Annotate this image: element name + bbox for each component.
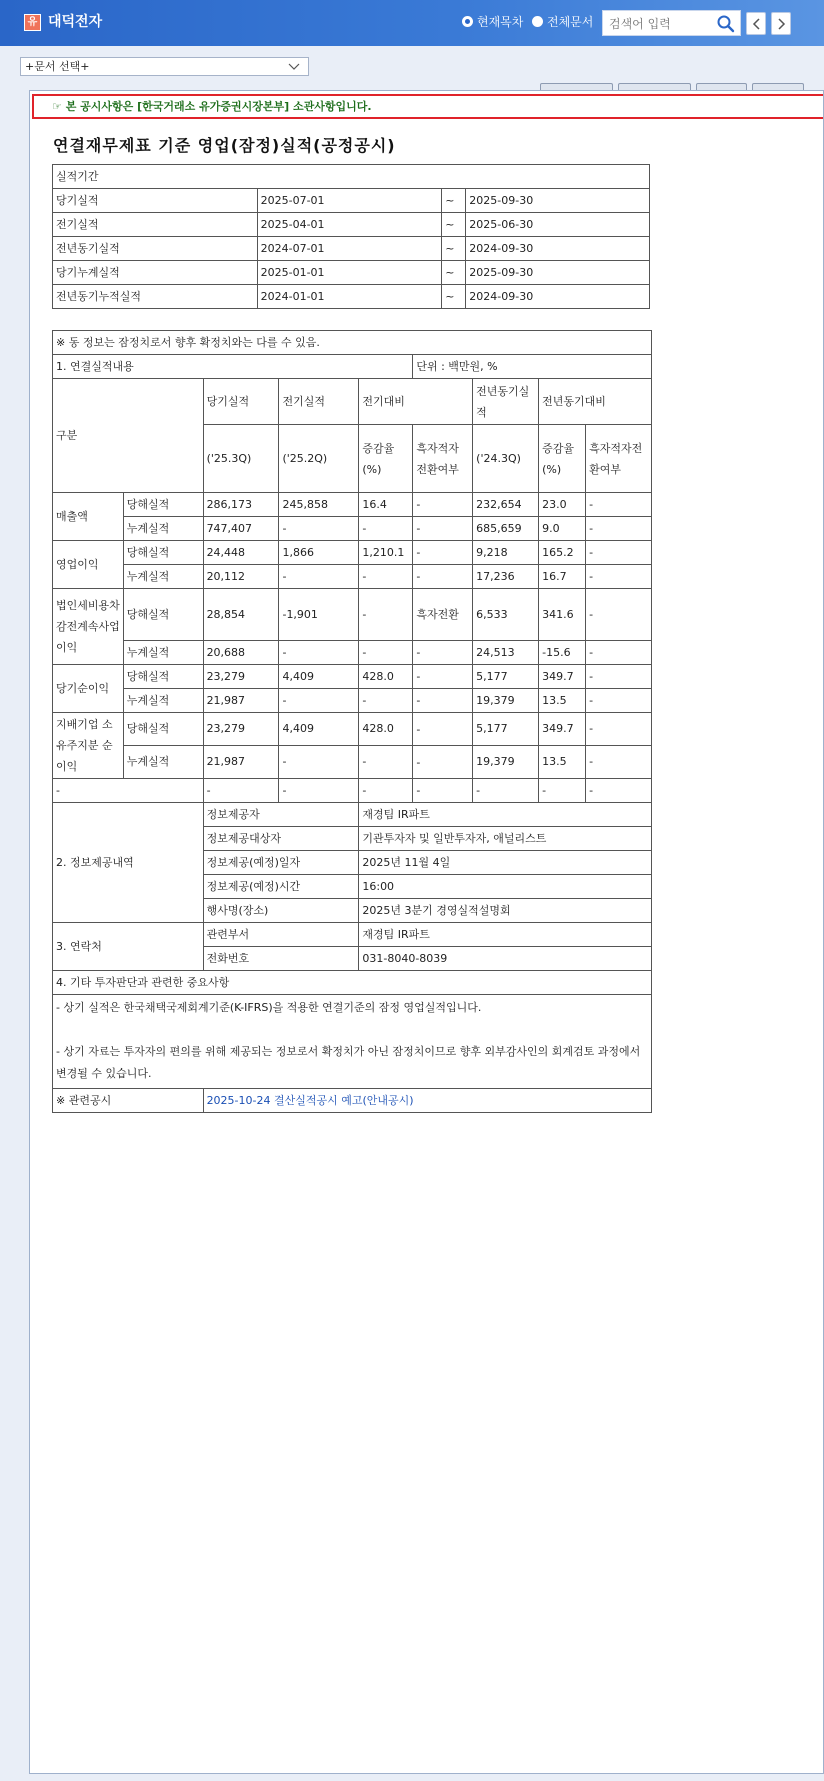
- period-end: 2025-09-30: [466, 261, 650, 285]
- table-row: [53, 565, 652, 589]
- table-row: [53, 493, 652, 517]
- cell-turn2: -: [586, 689, 652, 713]
- group-name: 영업이익: [53, 541, 124, 589]
- cell-rate: 16.4: [359, 493, 413, 517]
- sub-yoy: ('24.3Q): [473, 425, 539, 493]
- cell-rate: 428.0: [359, 665, 413, 689]
- info-value: 16:00: [359, 875, 652, 899]
- cell-turn: -: [413, 565, 473, 589]
- cell-prev: -: [279, 565, 359, 589]
- cell-turn: -: [413, 493, 473, 517]
- table-row: [53, 213, 650, 237]
- cell-type: 누계실적: [123, 641, 203, 665]
- cell-yoy: 5,177: [473, 665, 539, 689]
- contact-value: 031-8040-8039: [359, 947, 652, 971]
- sub-rate: 증감율(%): [359, 425, 413, 493]
- cell-cur: 24,448: [203, 541, 279, 565]
- table-row: [53, 713, 652, 746]
- cell-yoy: 232,654: [473, 493, 539, 517]
- period-end: 2024-09-30: [466, 237, 650, 261]
- dash-cell: -: [53, 779, 204, 803]
- table-row: [53, 971, 652, 995]
- cell-turn2: -: [586, 493, 652, 517]
- table-row: [53, 285, 650, 309]
- cell-type: 누계실적: [123, 746, 203, 779]
- cell-rate2: -15.6: [539, 641, 586, 665]
- dash-cell: -: [539, 779, 586, 803]
- sub-current: ('25.3Q): [203, 425, 279, 493]
- cell-cur: 747,407: [203, 517, 279, 541]
- section-title: 4. 기타 투자판단과 관련한 중요사항: [53, 971, 652, 995]
- table-row: [53, 995, 652, 1089]
- remark-1: - 상기 실적은 한국채택국제회계기준(K-IFRS)을 적용한 연결기준의 잠정 영업실적입니다.: [56, 1001, 482, 1014]
- contact-value: 재경팀 IR파트: [359, 923, 652, 947]
- cell-rate: 428.0: [359, 713, 413, 746]
- cell-cur: 21,987: [203, 689, 279, 713]
- info-label: 정보제공자: [203, 803, 359, 827]
- cell-rate2: 349.7: [539, 713, 586, 746]
- period-end: 2025-06-30: [466, 213, 650, 237]
- period-start: 2025-04-01: [257, 213, 442, 237]
- table-row: [53, 165, 650, 189]
- radio-all-docs[interactable]: [532, 13, 593, 30]
- period-header: 실적기간: [53, 165, 650, 189]
- dash-cell: -: [413, 779, 473, 803]
- period-start: 2024-07-01: [257, 237, 442, 261]
- cell-type: 당해실적: [123, 589, 203, 641]
- cell-prev: 4,409: [279, 713, 359, 746]
- period-sep: ~: [442, 213, 466, 237]
- cell-yoy: 685,659: [473, 517, 539, 541]
- col-yoy-compare: 전년동기대비: [539, 379, 652, 425]
- contact-label: 관련부서: [203, 923, 359, 947]
- cell-turn: -: [413, 665, 473, 689]
- period-label: 당기누계실적: [53, 261, 258, 285]
- cell-cur: 20,112: [203, 565, 279, 589]
- section-title: 3. 연락처: [53, 923, 204, 971]
- cell-rate: -: [359, 517, 413, 541]
- radio-current-toc[interactable]: [462, 13, 523, 30]
- cell-cur: 21,987: [203, 746, 279, 779]
- document-select[interactable]: [20, 57, 309, 76]
- cell-yoy: 5,177: [473, 713, 539, 746]
- unit-label: 단위 : 백만원, %: [413, 355, 652, 379]
- period-end: 2025-09-30: [466, 189, 650, 213]
- top-bar: [0, 0, 824, 46]
- cell-rate: -: [359, 589, 413, 641]
- dash-cell: -: [586, 779, 652, 803]
- cell-prev: -: [279, 746, 359, 779]
- period-start: 2024-01-01: [257, 285, 442, 309]
- notice-banner: ☞ 본 공시사항은 [한국거래소 유가증권시장본부] 소관사항입니다.: [32, 94, 824, 119]
- period-start: 2025-07-01: [257, 189, 442, 213]
- info-label: 정보제공(예정)일자: [203, 851, 359, 875]
- group-name: 매출액: [53, 493, 124, 541]
- cell-yoy: 17,236: [473, 565, 539, 589]
- cell-yoy: 19,379: [473, 689, 539, 713]
- col-gubun: 구분: [53, 379, 204, 493]
- cell-turn: -: [413, 746, 473, 779]
- dash-cell: -: [279, 779, 359, 803]
- cell-turn: -: [413, 641, 473, 665]
- period-sep: ~: [442, 285, 466, 309]
- cell-type: 당해실적: [123, 713, 203, 746]
- col-prev: 전기실적: [279, 379, 359, 425]
- cell-cur: 20,688: [203, 641, 279, 665]
- radio-all-label[interactable]: 전체문서: [547, 15, 594, 29]
- group-name: 지배기업 소유주지분 순이익: [53, 713, 124, 779]
- cell-cur: 286,173: [203, 493, 279, 517]
- cell-cur: 23,279: [203, 665, 279, 689]
- cell-rate2: 23.0: [539, 493, 586, 517]
- info-value: 2025년 11월 4일: [359, 851, 652, 875]
- cell-yoy: 19,379: [473, 746, 539, 779]
- period-label: 전년동기누적실적: [53, 285, 258, 309]
- cell-rate2: 13.5: [539, 746, 586, 779]
- table-row: [53, 331, 652, 355]
- sub-turn: 흑자적자전환여부: [413, 425, 473, 493]
- cell-rate: -: [359, 565, 413, 589]
- note-text: ※ 동 정보는 잠정치로서 향후 확정치와는 다를 수 있음.: [53, 331, 652, 355]
- sub-turn2: 흑자적자전환여부: [586, 425, 652, 493]
- table-row: [53, 641, 652, 665]
- col-prev-compare: 전기대비: [359, 379, 473, 425]
- cell-rate2: 165.2: [539, 541, 586, 565]
- cell-turn: -: [413, 689, 473, 713]
- cell-turn: -: [413, 713, 473, 746]
- company-name[interactable]: 대덕전자: [48, 14, 103, 30]
- period-label: 당기실적: [53, 189, 258, 213]
- cell-type: 당해실적: [123, 493, 203, 517]
- cell-turn: -: [413, 541, 473, 565]
- table-row: [53, 237, 650, 261]
- cell-cur: 23,279: [203, 713, 279, 746]
- table-row: [53, 379, 652, 425]
- group-name: 당기순이익: [53, 665, 124, 713]
- cell-rate2: 349.7: [539, 665, 586, 689]
- remark-spacer: [56, 1019, 648, 1041]
- remarks: [53, 995, 652, 1089]
- cell-prev: 245,858: [279, 493, 359, 517]
- period-end: 2024-09-30: [466, 285, 650, 309]
- info-label: 정보제공대상자: [203, 827, 359, 851]
- cell-turn2: -: [586, 541, 652, 565]
- cell-prev: -: [279, 689, 359, 713]
- dash-cell: -: [359, 779, 413, 803]
- company-logo-icon: 유: [24, 14, 41, 31]
- section-title: 2. 정보제공내역: [53, 803, 204, 923]
- info-value: 재경팀 IR파트: [359, 803, 652, 827]
- cell-yoy: 24,513: [473, 641, 539, 665]
- cell-rate2: 13.5: [539, 689, 586, 713]
- cell-type: 당해실적: [123, 665, 203, 689]
- cell-turn2: -: [586, 713, 652, 746]
- sub-prev: ('25.2Q): [279, 425, 359, 493]
- remark-2: - 상기 자료는 투자자의 편의를 위해 제공되는 정보로서 확정치가 아닌 잠정치이므로 향후 외부감사인의 회계검토 과정에서 변경될 수 있습니다.: [56, 1045, 641, 1080]
- cell-yoy: 6,533: [473, 589, 539, 641]
- table-row: [53, 689, 652, 713]
- cell-turn: -: [413, 517, 473, 541]
- dash-cell: -: [473, 779, 539, 803]
- radio-unselected-icon[interactable]: [532, 16, 543, 27]
- info-label: 행사명(장소): [203, 899, 359, 923]
- period-sep: ~: [442, 189, 466, 213]
- cell-type: 당해실적: [123, 541, 203, 565]
- cell-turn2: -: [586, 589, 652, 641]
- col-current: 당기실적: [203, 379, 279, 425]
- cell-prev: 4,409: [279, 665, 359, 689]
- group-name: 법인세비용차감전계속사업이익: [53, 589, 124, 665]
- section-title: 1. 연결실적내용: [53, 355, 413, 379]
- next-button[interactable]: [771, 12, 791, 35]
- table-row: [53, 541, 652, 565]
- cell-type: 누계실적: [123, 517, 203, 541]
- contact-label: 전화번호: [203, 947, 359, 971]
- cell-turn2: -: [586, 746, 652, 779]
- cell-turn: 흑자전환: [413, 589, 473, 641]
- period-sep: ~: [442, 261, 466, 285]
- sub-rate2: 증감율(%): [539, 425, 586, 493]
- table-row: [53, 355, 652, 379]
- table-row: [53, 1089, 652, 1113]
- cell-rate: 1,210.1: [359, 541, 413, 565]
- document-content: [29, 90, 824, 1774]
- period-label: 전년동기실적: [53, 237, 258, 261]
- cell-rate: -: [359, 641, 413, 665]
- cell-prev: -: [279, 641, 359, 665]
- table-row: [53, 665, 652, 689]
- cell-prev: -: [279, 517, 359, 541]
- cell-rate2: 9.0: [539, 517, 586, 541]
- cell-rate: -: [359, 746, 413, 779]
- cell-cur: 28,854: [203, 589, 279, 641]
- related-label: ※ 관련공시: [53, 1089, 204, 1113]
- cell-type: 누계실적: [123, 565, 203, 589]
- table-row: [53, 803, 652, 827]
- cell-turn2: -: [586, 641, 652, 665]
- cell-prev: -1,901: [279, 589, 359, 641]
- cell-type: 누계실적: [123, 689, 203, 713]
- period-start: 2025-01-01: [257, 261, 442, 285]
- search-box[interactable]: [602, 10, 741, 36]
- related-disclosure-link[interactable]: 2025-10-24 결산실적공시 예고(안내공시): [203, 1089, 651, 1113]
- page-title: 연결재무제표 기준 영업(잠정)실적(공정공시): [53, 136, 396, 155]
- period-sep: ~: [442, 237, 466, 261]
- search-input[interactable]: [609, 15, 709, 32]
- cell-turn2: -: [586, 517, 652, 541]
- cell-rate2: 16.7: [539, 565, 586, 589]
- col-yoy: 전년동기실적: [473, 379, 539, 425]
- results-table: [52, 330, 652, 1113]
- dash-cell: -: [203, 779, 279, 803]
- cell-turn2: -: [586, 665, 652, 689]
- document-select-value: +문서 선택+: [25, 60, 90, 73]
- info-value: 기관투자자 및 일반투자자, 애널리스트: [359, 827, 652, 851]
- table-row: [53, 779, 652, 803]
- radio-selected-icon[interactable]: [462, 16, 473, 27]
- results-body: [53, 493, 652, 779]
- period-table: [52, 164, 650, 309]
- chevron-down-icon: [288, 63, 300, 71]
- cell-prev: 1,866: [279, 541, 359, 565]
- table-row: [53, 746, 652, 779]
- table-row: [53, 261, 650, 285]
- info-value: 2025년 3분기 경영실적설명회: [359, 899, 652, 923]
- cell-yoy: 9,218: [473, 541, 539, 565]
- prev-button[interactable]: [746, 12, 766, 35]
- table-row: [53, 923, 652, 947]
- cell-turn2: -: [586, 565, 652, 589]
- table-row: [53, 189, 650, 213]
- chevron-left-icon: [752, 18, 761, 30]
- radio-current-label[interactable]: 현재목차: [477, 15, 524, 29]
- cell-rate: -: [359, 689, 413, 713]
- table-row: [53, 517, 652, 541]
- cell-rate2: 341.6: [539, 589, 586, 641]
- search-icon[interactable]: [716, 14, 736, 34]
- chevron-right-icon: [777, 18, 786, 30]
- info-label: 정보제공(예정)시간: [203, 875, 359, 899]
- table-row: [53, 589, 652, 641]
- period-label: 전기실적: [53, 213, 258, 237]
